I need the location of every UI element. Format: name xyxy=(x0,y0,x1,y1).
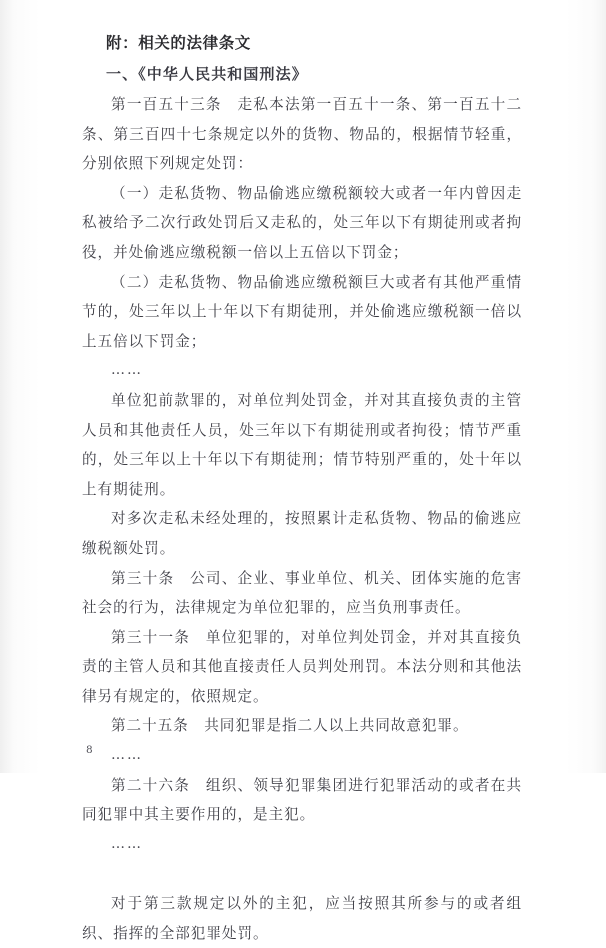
paragraph-art-25: 第二十五条 共同犯罪是指二人以上共同故意犯罪。 xyxy=(111,717,469,735)
paragraph-art-153-unit: 单位犯前款罪的，对单位判处罚金，并对其直接负责的主管人员和其他责任人员，处三年以下有期徒刑或者拘役；情节严重的，处三年以上十年以下有期徒刑；情节特别严重的，处十年以上有期徒刑。 xyxy=(82,391,522,498)
page-title: 附：相关的法律条文 xyxy=(106,34,251,52)
paragraph-art-31: 第三十一条 单位犯罪的，对单位判处罚金，并对其直接负责的主管人员和其他直接责任人员判处刑罚。本法分则和其他法律另有规定的，依照规定。 xyxy=(82,628,522,705)
paragraph-art-153-repeat: 对多次走私未经处理的，按照累计走私货物、物品的偷逃应缴税额处罚。 xyxy=(82,510,522,557)
paragraph-ellipsis-1: …… xyxy=(111,362,143,379)
paragraph-list xyxy=(82,90,522,948)
paragraph-art-30: 第三十条 公司、企业、事业单位、机关、团体实施的危害社会的行为，法律规定为单位犯罪的，应当负刑事责任。 xyxy=(82,569,522,617)
document-body xyxy=(82,28,522,948)
page-number: 8 xyxy=(86,744,94,756)
paragraph-art-153-item-1: （一）走私货物、物品偷逃应缴税额较大或者一年内曾因走私被给予二次行政处罚后又走私的，处三年以下有期徒刑或者拘役，并处偷逃应缴税额一倍以上五倍以下罚金； xyxy=(82,184,522,261)
paragraph-ellipsis-2: …… xyxy=(111,747,143,764)
paragraph-art-153-intro: 第一百五十三条 走私本法第一百五十一条、第一百五十二条、第三百四十七条规定以外的货物、物品的，根据情节轻重，分别依照下列规定处罚： xyxy=(82,96,522,173)
blank-line xyxy=(82,859,522,889)
paragraph-ellipsis-3: …… xyxy=(111,835,143,852)
paragraph-art-153-item-2: （二）走私货物、物品偷逃应缴税额巨大或者有其他严重情节的，处三年以上十年以下有期徒刑，并处偷逃应缴税额一倍以上五倍以下罚金； xyxy=(82,273,522,350)
section-heading-criminal-law: 一、《中华人民共和国刑法》 xyxy=(106,65,308,83)
paragraph-art-26-para4: 对于第三款规定以外的主犯，应当按照其所参与的或者组织、指挥的全部犯罪处罚。 xyxy=(82,895,522,942)
paragraph-art-26: 第二十六条 组织、领导犯罪集团进行犯罪活动的或者在共同犯罪中其主要作用的，是主犯。 xyxy=(82,776,522,824)
